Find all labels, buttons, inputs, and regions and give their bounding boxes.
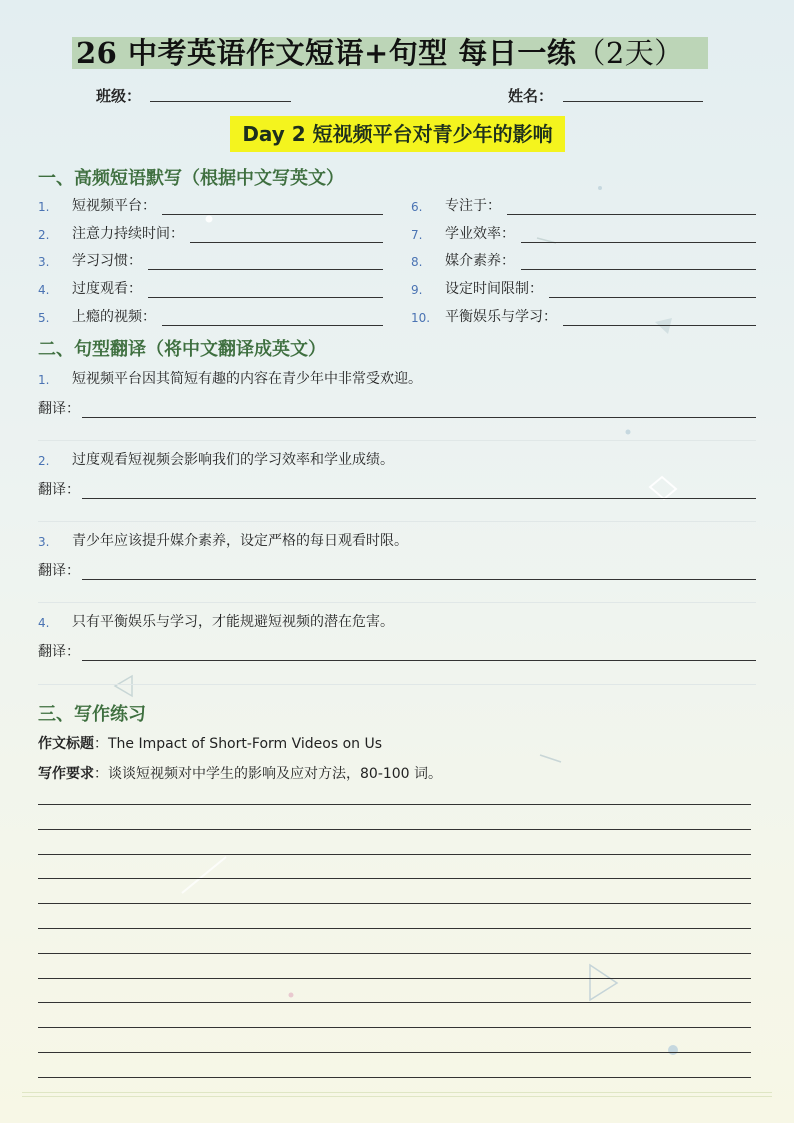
item-number: 9. <box>411 283 423 297</box>
writing-line[interactable] <box>38 978 751 979</box>
item-label: 短视频平台： <box>72 198 156 214</box>
class-field[interactable] <box>150 101 291 102</box>
writing-requirement <box>38 763 442 783</box>
answer-blank[interactable] <box>563 311 756 326</box>
translation-item <box>38 611 756 661</box>
translation-blank[interactable] <box>82 646 756 661</box>
phrase-item <box>411 195 756 215</box>
writing-line[interactable] <box>38 1002 751 1003</box>
writing-line[interactable] <box>38 928 751 929</box>
writing-line[interactable] <box>38 1027 751 1028</box>
name-label: 姓名： <box>508 87 554 105</box>
section-3-heading: 三、写作练习 <box>38 704 146 725</box>
item-label: 注意力持续时间： <box>72 226 184 242</box>
item-number: 1. <box>38 373 50 387</box>
item-label: 平衡娱乐与学习： <box>445 309 557 325</box>
answer-blank[interactable] <box>507 200 756 215</box>
item-number: 3. <box>38 255 50 269</box>
item-label: 专注于： <box>445 198 501 214</box>
translation-item <box>38 530 756 580</box>
answer-blank[interactable] <box>148 283 383 298</box>
divider <box>38 684 756 685</box>
section-2-heading: 二、句型翻译（将中文翻译成英文） <box>38 339 326 360</box>
phrase-item <box>38 223 383 243</box>
translate-label: 翻译： <box>38 563 80 579</box>
translate-label: 翻译： <box>38 644 80 660</box>
phrase-item <box>411 223 756 243</box>
phrase-item <box>411 306 756 326</box>
item-label: 媒介素养： <box>445 253 515 269</box>
writing-line[interactable] <box>38 903 751 904</box>
answer-blank[interactable] <box>162 311 383 326</box>
title-main: 26 中考英语作文短语+句型 每日一练 <box>76 36 577 70</box>
sentence-text: 短视频平台因其简短有趣的内容在青少年中非常受欢迎。 <box>72 371 422 387</box>
item-label: 学业效率： <box>445 226 515 242</box>
item-number: 10. <box>411 311 431 325</box>
item-label: 设定时间限制： <box>445 281 543 297</box>
writing-line[interactable] <box>38 1077 751 1078</box>
translation-blank[interactable] <box>82 484 756 499</box>
phrase-item <box>38 250 383 270</box>
item-label: 过度观看： <box>72 281 142 297</box>
item-label: 上瘾的视频： <box>72 309 156 325</box>
phrase-item <box>38 195 383 215</box>
item-label: 学习习惯： <box>72 253 142 269</box>
item-number: 2. <box>38 228 50 242</box>
class-label: 班级： <box>96 87 142 105</box>
answer-blank[interactable] <box>148 255 383 270</box>
translation-blank[interactable] <box>82 403 756 418</box>
translation-item <box>38 368 756 418</box>
phrase-item <box>38 278 383 298</box>
writing-line[interactable] <box>38 854 751 855</box>
divider <box>38 521 756 522</box>
name-field[interactable] <box>563 101 703 102</box>
title-paren: （2天） <box>576 36 684 70</box>
phrase-item <box>38 306 383 326</box>
item-number: 7. <box>411 228 423 242</box>
item-number: 3. <box>38 535 50 549</box>
sentence-text: 只有平衡娱乐与学习，才能规避短视频的潜在危害。 <box>72 614 394 630</box>
essay-topic <box>38 733 382 753</box>
item-number: 1. <box>38 200 50 214</box>
item-number: 8. <box>411 255 423 269</box>
writing-line[interactable] <box>38 1052 751 1053</box>
phrase-item <box>411 250 756 270</box>
day-heading: Day 2 短视频平台对青少年的影响 <box>242 122 553 146</box>
requirement-label: 写作要求 <box>38 766 94 782</box>
translation-item <box>38 449 756 499</box>
sentence-text: 青少年应该提升媒介素养，设定严格的每日观看时限。 <box>72 533 408 549</box>
topic-label: 作文标题 <box>38 736 94 752</box>
writing-line[interactable] <box>38 878 751 879</box>
item-number: 6. <box>411 200 423 214</box>
footer-line <box>22 1096 772 1097</box>
topic-text: ：The Impact of Short-Form Videos on Us <box>94 736 383 752</box>
item-number: 2. <box>38 454 50 468</box>
translate-label: 翻译： <box>38 482 80 498</box>
item-number: 4. <box>38 283 50 297</box>
sentence-text: 过度观看短视频会影响我们的学习效率和学业成绩。 <box>72 452 394 468</box>
answer-blank[interactable] <box>162 200 383 215</box>
answer-blank[interactable] <box>521 255 756 270</box>
answer-blank[interactable] <box>521 228 756 243</box>
requirement-text: ：谈谈短视频对中学生的影响及应对方法，80-100 词。 <box>94 766 443 782</box>
translation-blank[interactable] <box>82 565 756 580</box>
section-1-heading: 一、高频短语默写（根据中文写英文） <box>38 168 344 189</box>
writing-line[interactable] <box>38 804 751 805</box>
divider <box>38 440 756 441</box>
footer-line <box>22 1092 772 1093</box>
answer-blank[interactable] <box>549 283 756 298</box>
translate-label: 翻译： <box>38 401 80 417</box>
phrase-item <box>411 278 756 298</box>
writing-line[interactable] <box>38 829 751 830</box>
answer-blank[interactable] <box>190 228 383 243</box>
page-title <box>76 37 684 69</box>
item-number: 4. <box>38 616 50 630</box>
writing-line[interactable] <box>38 953 751 954</box>
divider <box>38 602 756 603</box>
item-number: 5. <box>38 311 50 325</box>
